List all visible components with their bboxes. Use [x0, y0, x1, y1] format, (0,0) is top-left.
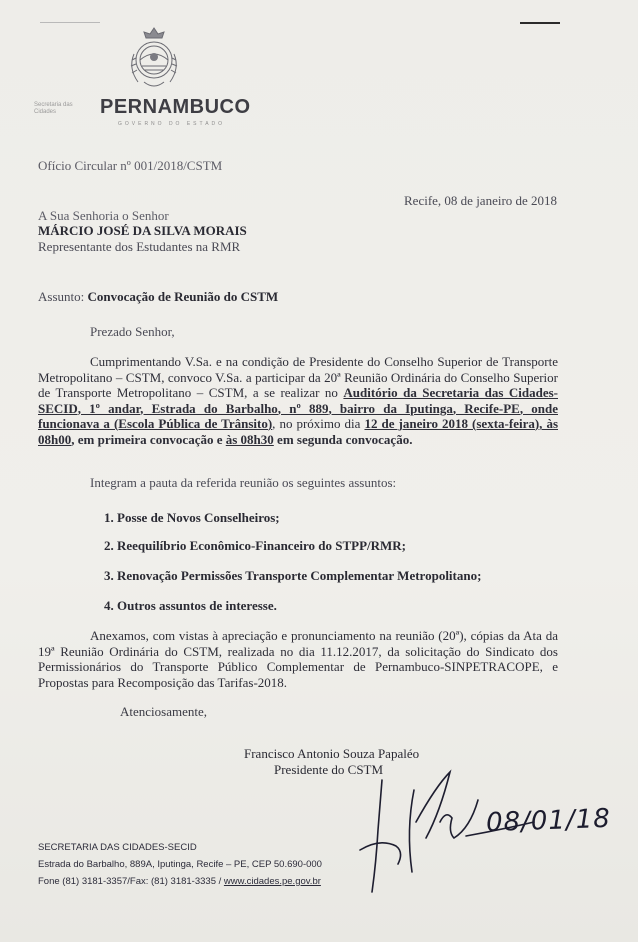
closing: Atenciosamente, [120, 704, 207, 719]
addressee-name: MÁRCIO JOSÉ DA SILVA MORAIS [38, 223, 247, 238]
footer-address: Estrada do Barbalho, 889A, Iputinga, Recife – PE, CEP 50.690-000 [38, 859, 322, 870]
meeting-date: 12 de janeiro 2018 (sexta-feira), às 08h00 [38, 416, 559, 447]
date-line: Recife, 08 de janeiro de 2018 [404, 193, 558, 208]
p1-text-a: Cumprimentando V.Sa. e na condição de Presidente do Conselho Superior de Transporte Metropolitano – CSTM, convoco V.Sa. a participar da 20ª Reunião Ordinária do Conselho Superior de Transporte Metropolitano – CSTM, a se realizar no [38, 354, 558, 400]
topic-item: 2. Reequilíbrio Econômico-Financeiro do STPP/RMR; [104, 538, 406, 553]
footer-contact [38, 876, 321, 888]
secretaria-label: Secretaria das Cidades [34, 102, 73, 115]
topic-item: 1. Posse de Novos Conselheiros; [104, 510, 280, 525]
signer-name: Francisco Antonio Souza Papaléo [244, 746, 420, 761]
coat-of-arms-icon [124, 24, 184, 94]
greeting: Prezado Senhor, [90, 324, 175, 339]
subject-text: Convocação de Reunião do CSTM [87, 289, 279, 304]
footer-website-link[interactable]: www.cidades.pe.gov.br [223, 876, 321, 887]
footer-organization: SECRETARIA DAS CIDADES-SECID [38, 842, 197, 853]
body-paragraph-1 [38, 354, 558, 447]
addressee-role: Representante dos Estudantes na RMR [38, 239, 241, 254]
p1-text-d: em segunda convocação. [273, 431, 413, 447]
topic-item: 4. Outros assuntos de interesse. [104, 598, 277, 613]
p1-text-c: , em primeira convocação e [71, 431, 226, 447]
topic-item: 3. Renovação Permissões Transporte Complementar Metropolitano; [104, 568, 482, 583]
signer-title: Presidente do CSTM [274, 762, 384, 777]
subject-label: Assunto: [38, 289, 85, 304]
brand-title: PERNAMBUCO [100, 96, 251, 118]
addressee-salutation: A Sua Senhoria o Senhor [38, 208, 169, 223]
brand-subtitle: GOVERNO DO ESTADO [118, 121, 226, 127]
p1-text-b: , no próximo dia [272, 416, 365, 431]
meeting-second-time: às 08h30 [225, 431, 274, 447]
body-paragraph-2: Anexamos, com vistas à apreciação e pronunciamento na reunião (20ª), cópias da Ata da 19ª Reunião Ordinária do CSTM, realizada no dia 11.12.2017, da solicitação do Sindicato dos Permissionários do Transporte Público Complementar de Pernambuco-SINPETRACOPE, e Propostas para Recomposição das Tarifas-2018. [38, 628, 558, 690]
footer-phone: Fone (81) 3181-3357/Fax: (81) 3181-3335 / [38, 876, 224, 887]
topics-intro: Integram a pauta da referida reunião os seguintes assuntos: [90, 475, 397, 490]
meeting-place: Auditório da Secretaria das Cidades-SECID, 1º andar, Estrada do Barbalho, nº 889, bairro da Iputinga, Recife-PE, onde funcionava a (Escola Pública de Trânsito) [38, 385, 558, 431]
top-mark-left [40, 22, 100, 23]
handwritten-date: 08/01/18 [485, 803, 612, 839]
top-mark-right [520, 22, 560, 24]
subject-line [38, 289, 278, 304]
document-reference: Ofício Circular nº 001/2018/CSTM [38, 158, 223, 173]
